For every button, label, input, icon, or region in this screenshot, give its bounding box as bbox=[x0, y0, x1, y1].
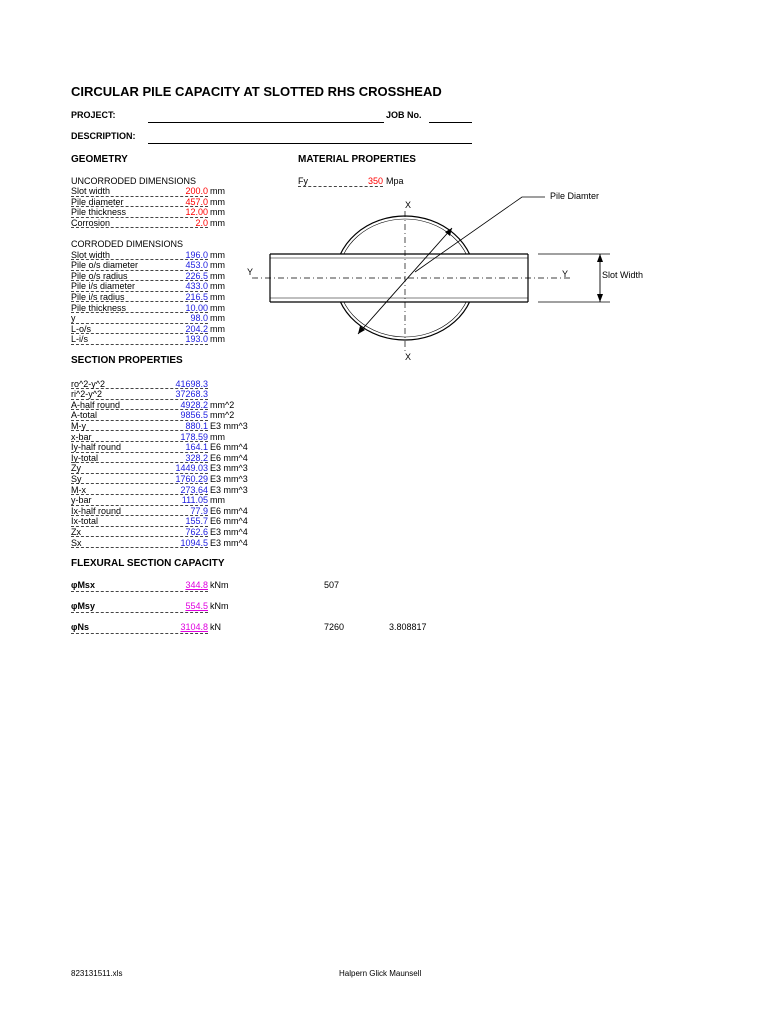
row-value[interactable]: 193.0 bbox=[185, 334, 208, 345]
row-label: Iy-total bbox=[71, 453, 208, 464]
row-unit: mm bbox=[210, 334, 225, 345]
description-field[interactable] bbox=[148, 143, 472, 144]
row-label: y-bar bbox=[71, 495, 208, 506]
job-label: JOB No. bbox=[386, 110, 422, 120]
capacity-label: φMsx bbox=[71, 580, 208, 592]
capacity-row bbox=[71, 580, 471, 592]
row-unit: mm bbox=[210, 291, 225, 302]
table-row bbox=[71, 410, 301, 421]
y-label-left: Y bbox=[247, 267, 254, 277]
table-row bbox=[71, 453, 301, 464]
fy-unit: Mpa bbox=[386, 176, 404, 186]
row-label: Iy-half round bbox=[71, 442, 208, 453]
capacity-unit: kNm bbox=[210, 601, 229, 611]
row-value[interactable]: 9856.5 bbox=[180, 410, 208, 421]
row-value[interactable]: 10.00 bbox=[185, 302, 208, 313]
pile-diameter-label: Pile Diamter bbox=[550, 191, 600, 201]
row-label: Pile thickness bbox=[71, 207, 208, 218]
row-unit: mm bbox=[210, 302, 225, 313]
x-label-bottom: X bbox=[405, 352, 412, 362]
row-value[interactable]: 216.5 bbox=[185, 291, 208, 302]
capacity-label: φNs bbox=[71, 622, 208, 634]
x-label-top: X bbox=[405, 200, 412, 210]
row-label: Zx bbox=[71, 527, 208, 538]
row-label: ro^2-y^2 bbox=[71, 379, 208, 390]
row-label: Slot width bbox=[71, 250, 208, 261]
row-unit: mm bbox=[210, 217, 225, 228]
capacity-value[interactable]: 344.8 bbox=[185, 580, 208, 590]
capacity-ratio-value: 3.808817 bbox=[389, 622, 427, 632]
row-unit: mm bbox=[210, 431, 225, 442]
row-value[interactable]: 204.2 bbox=[185, 323, 208, 334]
table-row bbox=[71, 379, 301, 390]
capacity-row bbox=[71, 622, 471, 634]
row-unit: E3 mm^3 bbox=[210, 463, 248, 474]
row-label: Zy bbox=[71, 463, 208, 474]
row-value[interactable]: 273.64 bbox=[180, 484, 208, 495]
row-unit: E3 mm^3 bbox=[210, 484, 248, 495]
row-value[interactable]: 1449.03 bbox=[175, 463, 208, 474]
capacity-label: φMsy bbox=[71, 601, 208, 613]
footer-company: Halpern Glick Maunsell bbox=[339, 969, 422, 978]
row-value[interactable]: 453.0 bbox=[185, 260, 208, 271]
row-label: Corrosion bbox=[71, 218, 208, 229]
row-value[interactable]: 37268.3 bbox=[175, 389, 208, 400]
row-value[interactable]: 12.00 bbox=[185, 207, 208, 218]
capacity-value[interactable]: 3104.8 bbox=[180, 622, 208, 632]
footer-filename: 823131511.xls bbox=[71, 969, 123, 978]
capacity-extra-value: 7260 bbox=[324, 622, 345, 632]
row-unit: E3 mm^4 bbox=[210, 526, 248, 537]
row-value[interactable]: 111.05 bbox=[181, 495, 208, 506]
row-value[interactable]: 226.5 bbox=[185, 270, 208, 281]
row-label: Ix-total bbox=[71, 516, 208, 527]
row-value[interactable]: 196.0 bbox=[185, 249, 208, 260]
row-unit: mm bbox=[210, 260, 225, 271]
row-value[interactable]: 2.0 bbox=[195, 217, 208, 228]
row-label: A-half round bbox=[71, 400, 208, 411]
row-label: M-y bbox=[71, 421, 208, 432]
row-unit: mm^2 bbox=[210, 410, 235, 421]
row-value[interactable]: 1760.29 bbox=[175, 473, 208, 484]
row-label: x-bar bbox=[71, 432, 208, 443]
table-row bbox=[71, 421, 301, 432]
row-unit: E3 mm^3 bbox=[210, 420, 248, 431]
table-row bbox=[71, 400, 301, 411]
row-value[interactable]: 41698.3 bbox=[175, 378, 208, 389]
slot-width-label: Slot Width bbox=[602, 270, 644, 280]
pile-section-diagram bbox=[240, 186, 660, 366]
row-value[interactable]: 200.0 bbox=[185, 186, 208, 196]
row-label: A-total bbox=[71, 410, 208, 421]
row-unit: mm bbox=[210, 196, 225, 207]
row-label: Sx bbox=[71, 538, 208, 549]
row-unit: mm bbox=[210, 270, 225, 281]
row-value[interactable]: 155.7 bbox=[185, 516, 208, 527]
description-label: DESCRIPTION: bbox=[71, 131, 136, 141]
row-value[interactable]: 4928.2 bbox=[180, 399, 208, 410]
table-row bbox=[71, 474, 301, 485]
row-label: Pile o/s diameter bbox=[71, 260, 208, 271]
row-unit: mm^2 bbox=[210, 399, 235, 410]
row-unit: E6 mm^4 bbox=[210, 452, 248, 463]
table-row bbox=[71, 516, 301, 527]
row-label: Pile i/s diameter bbox=[71, 281, 208, 292]
table-row bbox=[71, 463, 301, 474]
row-label: Ix-half round bbox=[71, 506, 208, 517]
y-label-right: Y bbox=[562, 269, 569, 279]
row-unit: mm bbox=[210, 281, 225, 292]
capacity-unit: kNm bbox=[210, 580, 229, 590]
project-field[interactable] bbox=[148, 122, 384, 123]
row-unit: mm bbox=[210, 313, 225, 324]
row-unit: E3 mm^4 bbox=[210, 537, 248, 548]
row-label: M-x bbox=[71, 485, 208, 496]
row-label: ri^2-y^2 bbox=[71, 389, 208, 400]
row-unit: E6 mm^4 bbox=[210, 442, 248, 453]
uncorroded-heading: UNCORRODED DIMENSIONS bbox=[71, 176, 197, 186]
page-title: CIRCULAR PILE CAPACITY AT SLOTTED RHS CROSSHEAD bbox=[71, 84, 442, 99]
fy-value[interactable]: 350 bbox=[368, 176, 384, 186]
table-row bbox=[71, 389, 301, 400]
row-label: Pile o/s radius bbox=[71, 271, 208, 282]
row-value[interactable]: 1094.5 bbox=[180, 537, 208, 548]
section-properties-heading: SECTION PROPERTIES bbox=[71, 355, 183, 366]
row-label: y bbox=[71, 313, 208, 324]
row-unit: mm bbox=[210, 495, 225, 506]
row-unit: mm bbox=[210, 249, 225, 260]
project-label: PROJECT: bbox=[71, 110, 116, 120]
row-value[interactable]: 880.1 bbox=[185, 420, 208, 431]
capacity-value[interactable]: 554.5 bbox=[185, 601, 208, 611]
table-row bbox=[71, 442, 301, 453]
row-label: Sy bbox=[71, 474, 208, 485]
geometry-heading: GEOMETRY bbox=[71, 154, 128, 165]
row-unit: mm bbox=[210, 323, 225, 334]
table-row bbox=[71, 485, 301, 496]
table-row bbox=[71, 538, 301, 549]
row-unit: E6 mm^4 bbox=[210, 516, 248, 527]
row-value[interactable]: 762.6 bbox=[185, 526, 208, 537]
row-value[interactable]: 457.0 bbox=[185, 196, 208, 207]
row-label: Pile diameter bbox=[71, 197, 208, 208]
capacity-unit: kN bbox=[210, 622, 221, 632]
row-value[interactable]: 77.9 bbox=[190, 505, 208, 516]
row-label: L-i/s bbox=[71, 334, 208, 345]
capacity-row bbox=[71, 601, 471, 613]
row-label: Pile i/s radius bbox=[71, 292, 208, 303]
capacity-extra-value: 507 bbox=[324, 580, 340, 590]
row-unit: mm bbox=[210, 207, 225, 218]
table-row bbox=[71, 506, 301, 517]
table-row bbox=[71, 432, 301, 443]
row-value[interactable]: 98.0 bbox=[190, 313, 208, 324]
table-row bbox=[71, 495, 301, 506]
flexural-heading: FLEXURAL SECTION CAPACITY bbox=[71, 558, 225, 569]
row-unit: E3 mm^3 bbox=[210, 473, 248, 484]
material-heading: MATERIAL PROPERTIES bbox=[298, 154, 416, 165]
corroded-heading: CORRODED DIMENSIONS bbox=[71, 239, 184, 249]
fy-label: Fy bbox=[298, 176, 308, 186]
row-value[interactable]: 433.0 bbox=[185, 281, 208, 292]
row-value[interactable]: 164.1 bbox=[185, 442, 208, 453]
row-label: Pile thickness bbox=[71, 303, 208, 314]
row-value[interactable]: 328.2 bbox=[185, 452, 208, 463]
row-label: Slot width bbox=[71, 186, 208, 197]
row-unit: E6 mm^4 bbox=[210, 505, 248, 516]
row-value[interactable]: 178.59 bbox=[180, 431, 208, 442]
table-row bbox=[71, 527, 301, 538]
row-unit: mm bbox=[210, 186, 225, 196]
job-field[interactable] bbox=[429, 122, 472, 123]
row-label: L-o/s bbox=[71, 324, 208, 335]
